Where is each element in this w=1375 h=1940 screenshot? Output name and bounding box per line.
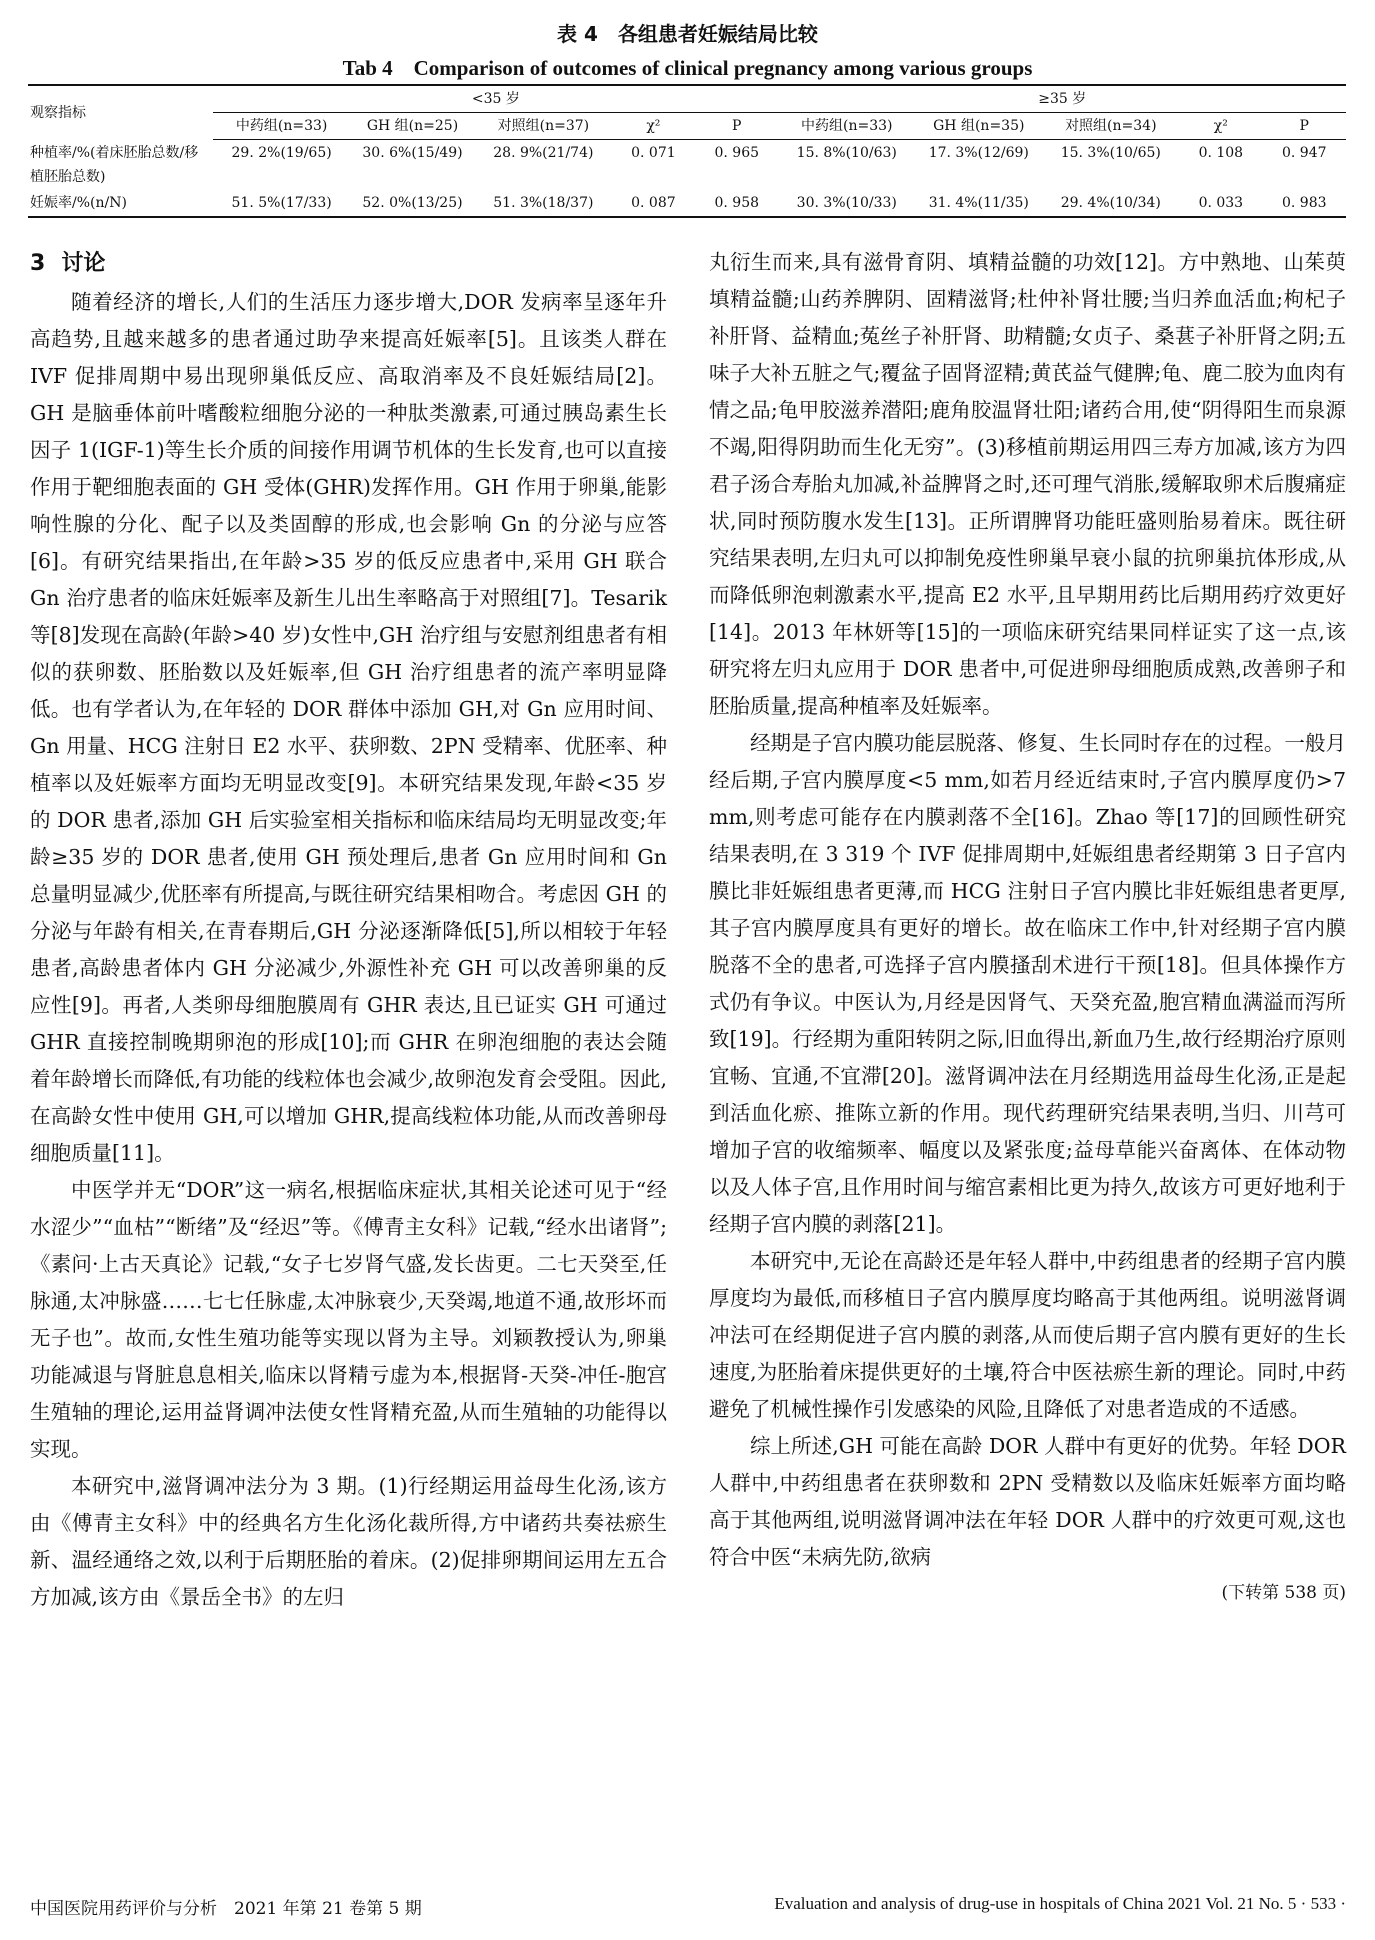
table-cell: 28. 9%(21/74) — [493, 145, 594, 161]
col-header: 中药组(n=33) — [778, 113, 915, 140]
table-cell: 30. 3%(10/33) — [778, 190, 915, 217]
body-paragraph: 本研究中,无论在高龄还是年轻人群中,中药组患者的经期子宫内膜厚度均为最低,而移植日子宫内膜厚度均略高于其他两组。说明滋肾调冲法可在经期促进子宫内膜的剥落,从而使后期子宫内膜有更好的生长速度,为胚胎着床提供更好的土壤,符合中医祛瘀生新的理论。同时,中药避免了机械性操作引发感染的风险,且降低了对患者造成的不适感。 — [709, 1249, 1346, 1421]
table-title-en: Tab 4 Comparison of outcomes of clinical pregnancy among various groups — [342, 56, 1033, 80]
section-heading — [30, 244, 667, 284]
col-header: P — [695, 113, 778, 140]
table-cell: 29. 4%(10/34) — [1042, 190, 1179, 217]
body-paragraph: 本研究中,滋肾调冲法分为 3 期。(1)行经期运用益母生化汤,该方由《傅青主女科》中的经典名方生化汤化裁所得,方中诸药共奏祛瘀生新、温经通络之效,以利于后期胚胎的着床。(2)促排卵期间运用左五合方加减,该方由《景岳全书》的左归 — [30, 1474, 667, 1609]
table-cell: 30. 6%(15/49) — [362, 145, 463, 161]
footer-journal-cn: 中国医院用药评价与分析 2021 年第 21 卷第 5 期 — [30, 1899, 422, 1919]
continued-note: (下转第 538 页) — [1221, 1583, 1346, 1603]
table-row — [28, 140, 1346, 190]
col-header: 中药组(n=33) — [213, 113, 350, 140]
table-cell: 31. 4%(11/35) — [915, 190, 1042, 217]
table-cell: 0. 071 — [631, 145, 676, 161]
table-cell: 0. 087 — [612, 190, 695, 217]
outcomes-table — [28, 84, 1346, 218]
table-cell: 52. 0%(13/25) — [350, 190, 475, 217]
table-cell: 15. 8%(10/63) — [796, 145, 897, 161]
group-header-ge35: ≥35 岁 — [778, 85, 1346, 113]
table-cell: 29. 2%(19/65) — [231, 145, 332, 161]
col-header: χ² — [612, 113, 695, 140]
col-header: GH 组(n=35) — [915, 113, 1042, 140]
left-column — [30, 244, 667, 1616]
col-header: 对照组(n=37) — [475, 113, 612, 140]
row-indicator: 种植率/%(着床胚胎总数/移植胚胎总数) — [30, 144, 199, 185]
body-paragraph: 丸衍生而来,具有滋骨育阴、填精益髓的功效[12]。方中熟地、山茱萸填精益髓;山药养脾阴、固精滋肾;杜仲补肾壮腰;当归养血活血;枸杞子补肝肾、益精血;菟丝子补肝肾、助精髓;女贞子、桑葚子补肝肾之阴;五味子大补五脏之气;覆盆子固肾涩精;黄芪益气健脾;龟、鹿二胶为血肉有情之品;龟甲胶滋养潜阳;鹿角胶温肾壮阳;诸药合用,使“阴得阳生而泉源不竭,阳得阴助而生化无穷”。(3)移植前期运用四三寿方加减,该方为四君子汤合寿胎丸加减,补益脾肾之时,还可理气消胀,缓解取卵术后腹痛症状,同时预防腹水发生[13]。正所谓脾肾功能旺盛则胎易着床。既往研究结果表明,左归丸可以抑制免疫性卵巢早衰小鼠的抗卵巢抗体形成,从而降低卵泡刺激素水平,提高 E2 水平,且早期用药比后期用药疗效更好[14]。2013 年林妍等[15]的一项临床研究结果同样证实了这一点,该研究将左归丸应用于 DOR 患者中,可促进卵母细胞质成熟,改善卵子和胚胎质量,提高种植率及妊娠率。 — [709, 250, 1346, 718]
table-cell: 0. 108 — [1198, 145, 1244, 161]
table-cell: 51. 5%(17/33) — [213, 190, 350, 217]
table-cell: 0. 965 — [714, 145, 760, 161]
row-indicator: 妊娠率/%(n/N) — [28, 190, 213, 217]
col-header: P — [1263, 113, 1346, 140]
indicator-header: 观察指标 — [28, 85, 213, 140]
table-cell: 0. 947 — [1281, 145, 1327, 161]
table-cell: 15. 3%(10/65) — [1060, 145, 1161, 161]
table-title-cn: 表 4 各组患者妊娠结局比较 — [557, 22, 818, 46]
table-row — [28, 190, 1346, 217]
body-paragraph: 经期是子宫内膜功能层脱落、修复、生长同时存在的过程。一般月经后期,子宫内膜厚度<5 mm,如若月经近结束时,子宫内膜厚度仍>7 mm,则考虑可能存在内膜剥落不全[16]。Zhao 等[17]的回顾性研究结果表明,在 3 319 个 IVF 促排周期中,妊娠组患者经期第 3 日子宫内膜比非妊娠组患者更薄,而 HCG 注射日子宫内膜比非妊娠组患者更厚,其子宫内膜厚度具有更好的增长。故在临床工作中,针对经期子宫内膜脱落不全的患者,可选择子宫内膜搔刮术进行干预[18]。但具体操作方式仍有争议。中医认为,月经是因肾气、天癸充盈,胞宫精血满溢而泻所致[19]。行经期为重阳转阴之际,旧血得出,新血乃生,故行经期治疗原则宜畅、宜通,不宜滞[20]。滋肾调冲法在月经期选用益母生化汤,正是起到活血化瘀、推陈立新的作用。现代药理研究结果表明,当归、川芎可增加子宫的收缩频率、幅度以及紧张度;益母草能兴奋离体、在体动物以及人体子宫,且作用时间与缩宫素相比更为持久,故该方可更好地利于经期子宫内膜的剥落[21]。 — [709, 731, 1346, 1236]
table-cell: 17. 3%(12/69) — [928, 145, 1029, 161]
col-header: χ² — [1179, 113, 1262, 140]
body-paragraph: 综上所述,GH 可能在高龄 DOR 人群中有更好的优势。年轻 DOR 人群中,中药组患者在获卵数和 2PN 受精数以及临床妊娠率方面均略高于其他两组,说明滋肾调冲法在年轻 DOR 人群中的疗效更可观,这也符合中医“未病先防,欲病 — [709, 1434, 1346, 1569]
group-header-lt35: <35 岁 — [213, 85, 778, 113]
table-cell: 0. 033 — [1179, 190, 1262, 217]
table-cell: 0. 983 — [1263, 190, 1346, 217]
right-column — [709, 244, 1346, 1608]
table-cell: 51. 3%(18/37) — [475, 190, 612, 217]
table-cell: 0. 958 — [695, 190, 778, 217]
footer-journal-en: Evaluation and analysis of drug-use in hospitals of China 2021 Vol. 21 No. 5 · 533 · — [774, 1894, 1346, 1913]
body-paragraph: 随着经济的增长,人们的生活压力逐步增大,DOR 发病率呈逐年升高趋势,且越来越多的患者通过助孕来提高妊娠率[5]。且该类人群在 IVF 促排周期中易出现卵巢低反应、高取消率及不良妊娠结局[2]。GH 是脑垂体前叶嗜酸粒细胞分泌的一种肽类激素,可通过胰岛素生长因子 1(IGF-1)等生长介质的间接作用调节机体的生长发育,也可以直接作用于靶细胞表面的 GH 受体(GHR)发挥作用。GH 作用于卵巢,能影响性腺的分化、配子以及类固醇的形成,也会影响 Gn 的分泌与应答[6]。有研究结果指出,在年龄>35 岁的低反应患者中,采用 GH 联合 Gn 治疗患者的临床妊娠率及新生儿出生率略高于对照组[7]。Tesarik 等[8]发现在高龄(年龄>40 岁)女性中,GH 治疗组与安慰剂组患者有相似的获卵数、胚胎数以及妊娠率,但 GH 治疗组患者的流产率明显降低。也有学者认为,在年轻的 DOR 群体中添加 GH,对 Gn 应用时间、Gn 用量、HCG 注射日 E2 水平、获卵数、2PN 受精率、优胚率、种植率以及妊娠率方面均无明显改变[9]。本研究结果发现,年龄<35 岁的 DOR 患者,添加 GH 后实验室相关指标和临床结局均无明显改变;年龄≥35 岁的 DOR 患者,使用 GH 预处理后,患者 Gn 应用时间和 Gn 总量明显减少,优胚率有所提高,与既往研究结果相吻合。考虑因 GH 的分泌与年龄有相关,在青春期后,GH 分泌逐渐降低[5],所以相较于年轻患者,高龄患者体内 GH 分泌减少,外源性补充 GH 可以改善卵巢的反应性[9]。再者,人类卵母细胞膜周有 GHR 表达,且已证实 GH 可通过 GHR 直接控制晚期卵泡的形成[10];而 GHR 在卵泡细胞的表达会随着年龄增长而降低,有功能的线粒体也会减少,故卵泡发育会受阻。因此,在高龄女性中使用 GH,可以增加 GHR,提高线粒体功能,从而改善卵母细胞质量[11]。 — [30, 290, 667, 1165]
section-number: 3 — [30, 251, 46, 276]
col-header: 对照组(n=34) — [1042, 113, 1179, 140]
body-paragraph: 中医学并无“DOR”这一病名,根据临床症状,其相关论述可见于“经水涩少”“血枯”“断绪”及“经迟”等。《傅青主女科》记载,“经水出诸肾”;《素问·上古天真论》记载,“女子七岁肾气盛,发长齿更。二七天癸至,任脉通,太冲脉盛……七七任脉虚,太冲脉衰少,天癸竭,地道不通,故形坏而无子也”。故而,女性生殖功能等实现以肾为主导。刘颖教授认为,卵巢功能减退与肾脏息息相关,临床以肾精亏虚为本,根据肾-天癸-冲任-胞宫生殖轴的理论,运用益肾调冲法使女性肾精充盈,从而生殖轴的功能得以实现。 — [30, 1178, 667, 1461]
col-header: GH 组(n=25) — [350, 113, 475, 140]
section-title: 讨论 — [61, 251, 106, 276]
